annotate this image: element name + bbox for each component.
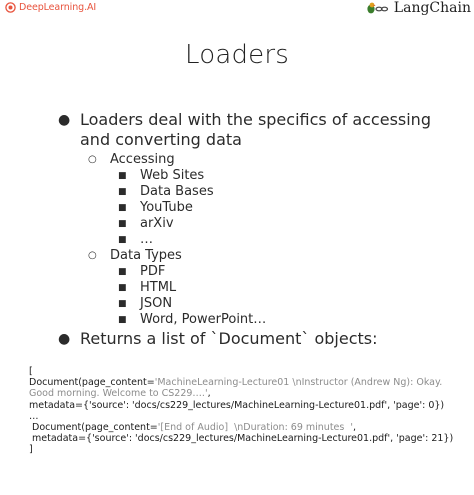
sub-sub-bullet-text: JSON xyxy=(140,296,173,311)
sub-sub-bullet-item xyxy=(56,264,456,280)
sub-sub-bullet-marker: ■ xyxy=(118,267,127,277)
bullet-text: Returns a list of `Document` objects: xyxy=(80,329,378,348)
sub-bullet-text: Data Types xyxy=(110,248,182,263)
code-document-prefix: Document(page_content= xyxy=(29,377,155,389)
code-line xyxy=(29,411,469,422)
sub-sub-bullet-item xyxy=(56,296,456,312)
sub-sub-bullet-marker: ■ xyxy=(118,299,127,309)
code-line xyxy=(29,377,469,388)
sub-bullet-marker: ○ xyxy=(88,250,97,261)
code-page-content: '[End of Audio] \nDuration: 69 minutes ' xyxy=(157,422,353,434)
sub-sub-bullet-marker: ■ xyxy=(118,203,127,213)
sub-bullet-item xyxy=(56,152,456,168)
code-close-bracket: ] xyxy=(29,444,33,456)
sub-sub-bullet-text: HTML xyxy=(140,280,177,295)
sub-sub-bullet-text: Word, PowerPoint… xyxy=(140,312,267,327)
sub-bullet-item xyxy=(56,248,456,264)
sub-sub-bullet-text: arXiv xyxy=(140,216,174,231)
sub-sub-bullet-item xyxy=(56,200,456,216)
code-line xyxy=(29,388,469,399)
code-page-content: 'MachineLearning-Lecture01 \nInstructor (Andrew Ng): Okay. xyxy=(154,377,443,389)
sub-sub-bullet-text: … xyxy=(140,232,153,247)
code-line xyxy=(29,366,469,377)
sub-sub-bullet-marker: ■ xyxy=(118,235,127,245)
code-page-content: Good morning. Welcome to CS229….' xyxy=(29,388,208,400)
sub-sub-bullet-item xyxy=(56,280,456,296)
code-output xyxy=(29,366,469,456)
bullet-list xyxy=(56,110,456,349)
code-metadata: metadata={'source': 'docs/cs229_lectures/MachineLearning-Lecture01.pdf', 'page': 0}) xyxy=(29,399,445,411)
code-document-prefix: Document(page_content= xyxy=(29,422,158,434)
code-line xyxy=(29,433,469,444)
sub-sub-bullet-marker: ■ xyxy=(118,187,127,197)
bullet-marker: ● xyxy=(58,331,71,347)
deeplearning-ai-logo-icon xyxy=(5,2,16,13)
sub-sub-bullet-marker: ■ xyxy=(118,283,127,293)
sub-sub-bullet-marker: ■ xyxy=(118,315,127,325)
deeplearning-ai-logo-text: DeepLearning.AI xyxy=(19,2,97,13)
langchain-logo-text: LangChain xyxy=(393,0,471,16)
code-open-bracket: [ xyxy=(29,366,33,377)
bullet-item xyxy=(56,110,456,150)
sub-sub-bullet-item xyxy=(56,232,456,248)
sub-sub-bullet-marker: ■ xyxy=(118,171,127,181)
bullet-marker: ● xyxy=(58,112,71,128)
code-ellipsis: … xyxy=(29,410,39,422)
code-line xyxy=(29,400,469,411)
sub-sub-bullet-item xyxy=(56,312,456,328)
langchain-logo xyxy=(366,0,471,16)
code-line xyxy=(29,422,469,433)
slide-title: Loaders xyxy=(184,40,289,70)
deeplearning-ai-logo xyxy=(5,2,96,13)
sub-bullet-marker: ○ xyxy=(88,154,97,165)
parrot-chain-logo-icon xyxy=(366,1,392,15)
sub-sub-bullet-text: YouTube xyxy=(140,200,193,215)
sub-sub-bullet-text: Data Bases xyxy=(140,184,214,199)
code-separator: , xyxy=(353,422,357,434)
sub-sub-bullet-item xyxy=(56,168,456,184)
code-metadata: metadata={'source': 'docs/cs229_lectures/MachineLearning-Lecture01.pdf', 'page': 21}) xyxy=(29,433,454,445)
sub-sub-bullet-item xyxy=(56,216,456,232)
code-separator: , xyxy=(207,388,211,400)
sub-sub-bullet-text: Web Sites xyxy=(140,168,205,183)
sub-sub-bullet-text: PDF xyxy=(140,264,166,279)
sub-bullet-text: Accessing xyxy=(110,152,175,167)
bullet-item xyxy=(56,329,456,349)
bullet-text: Loaders deal with the specifics of accessing and converting data xyxy=(80,110,431,149)
code-line xyxy=(29,444,469,455)
sub-sub-bullet-item xyxy=(56,184,456,200)
sub-sub-bullet-marker: ■ xyxy=(118,219,127,229)
